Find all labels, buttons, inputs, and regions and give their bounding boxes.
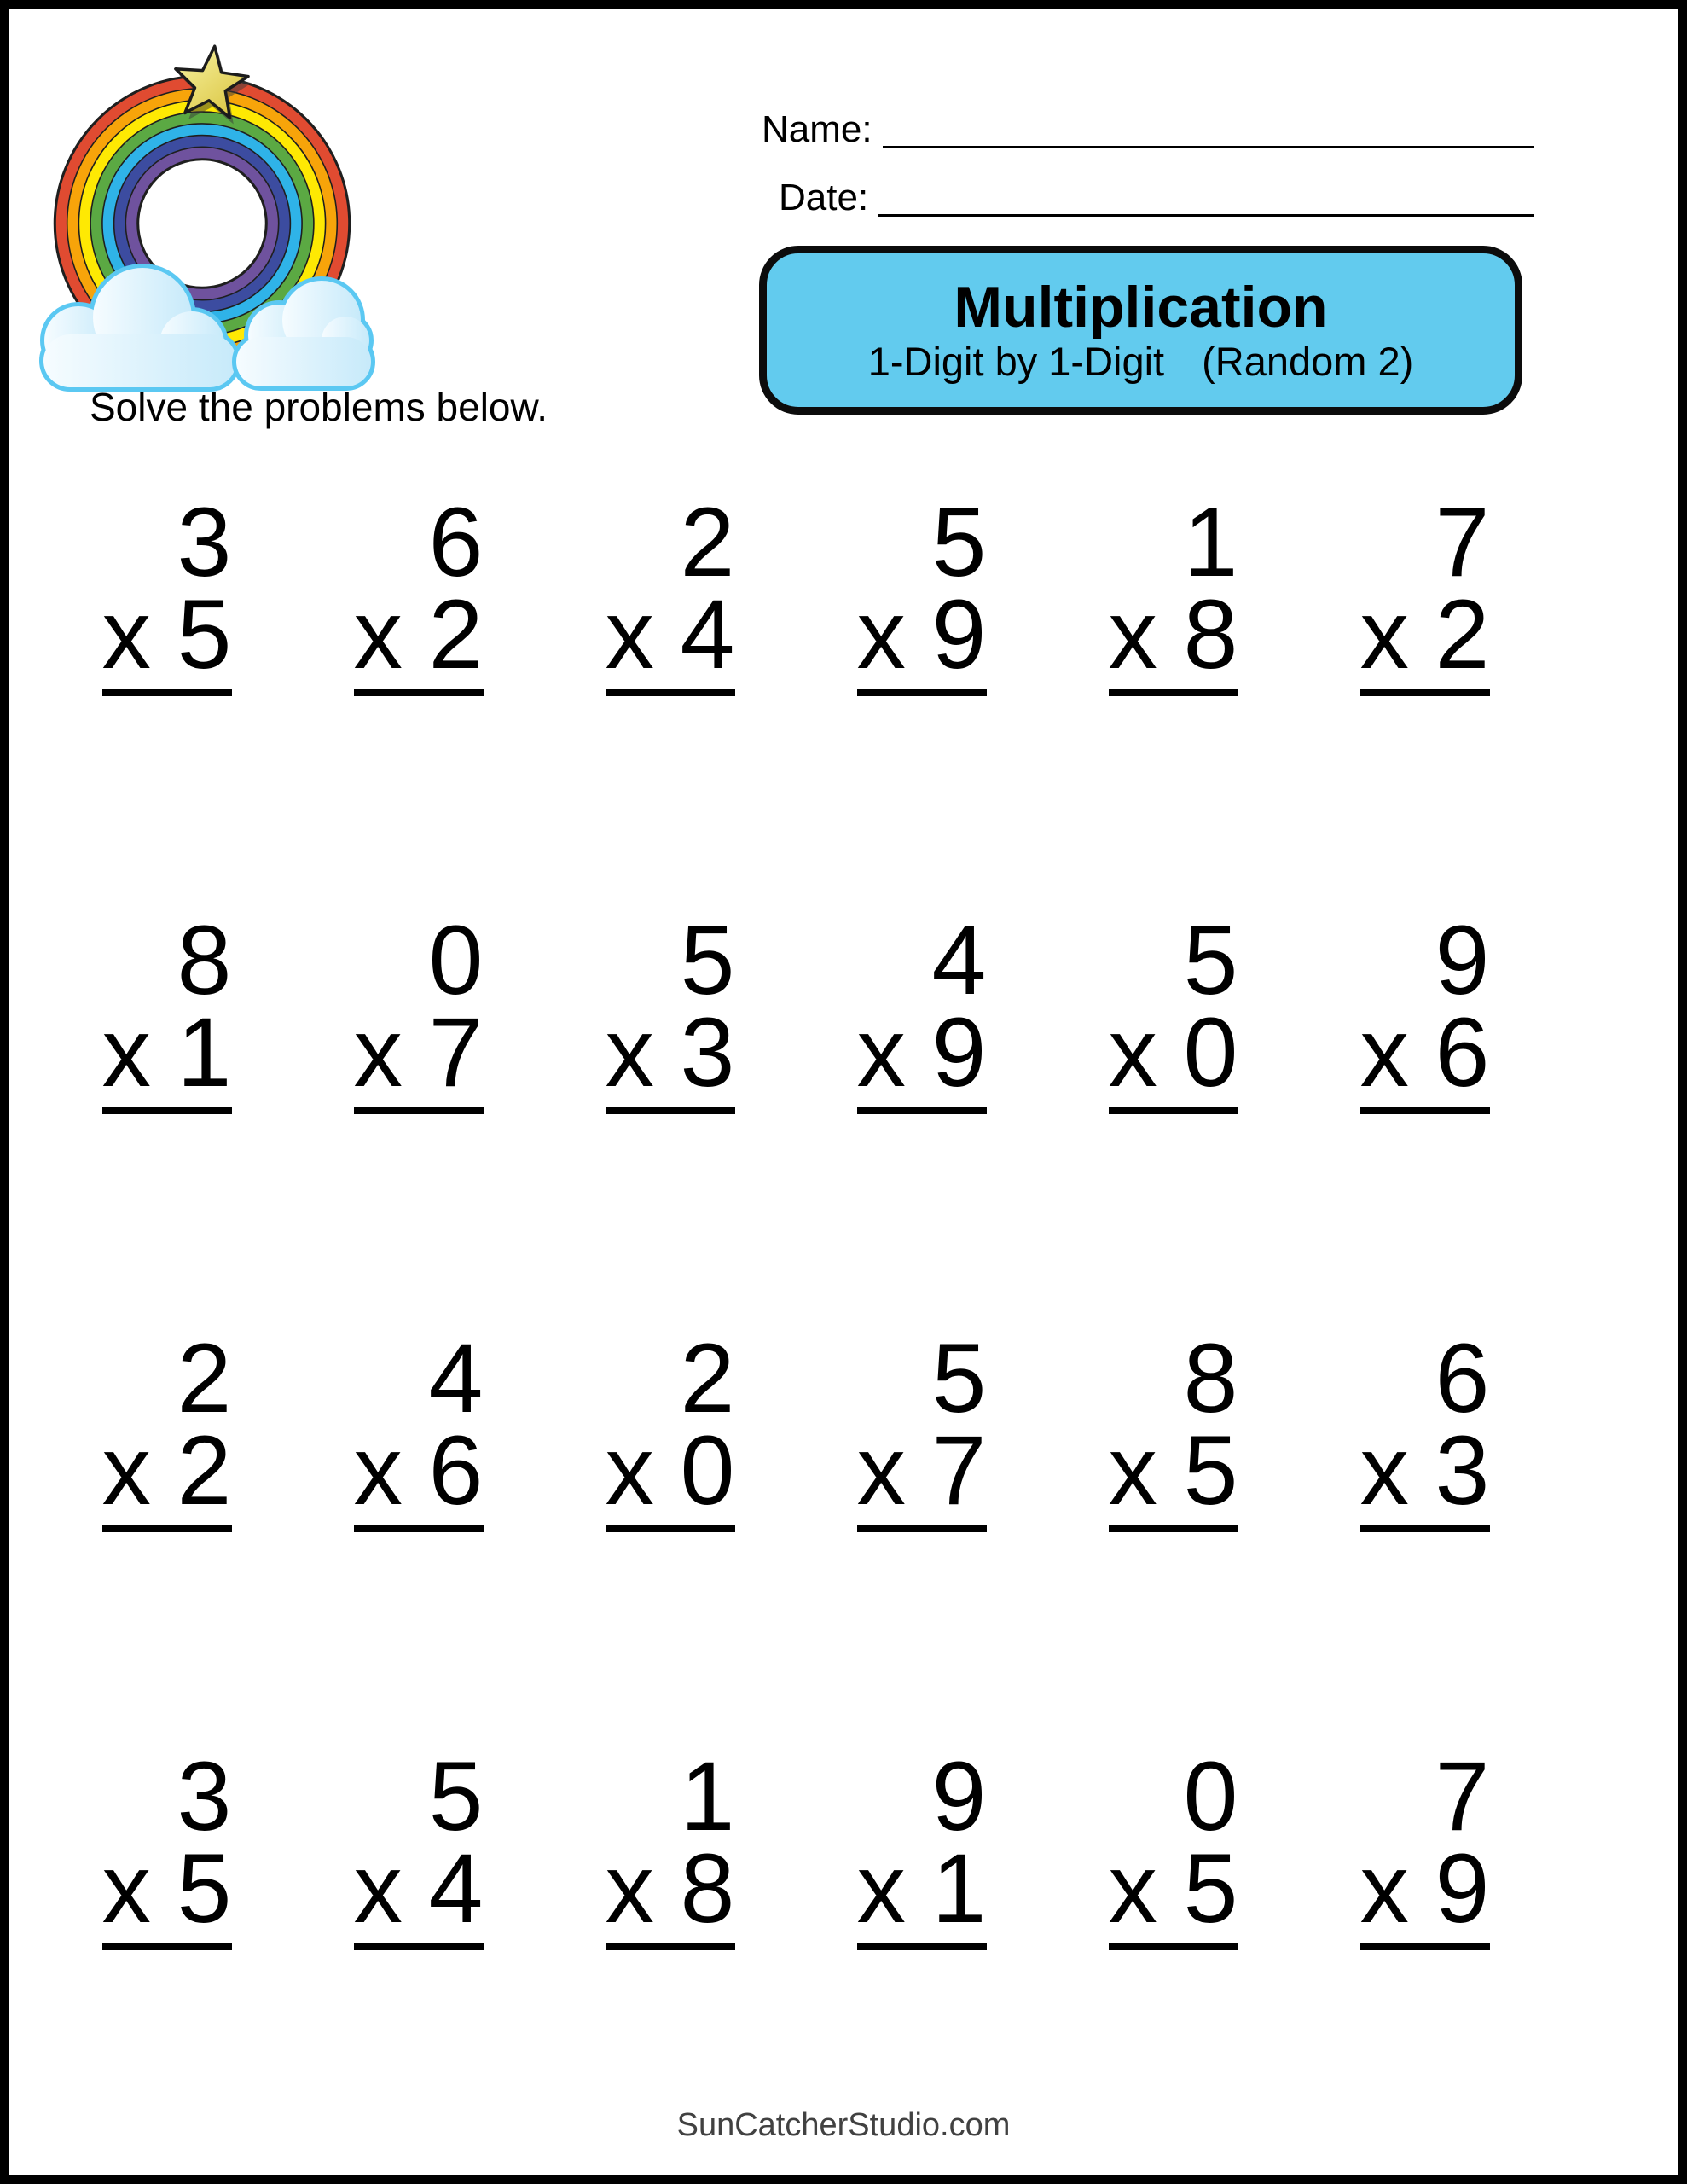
problem-cell (796, 1324, 1047, 1751)
multiplier: 0 (680, 1416, 735, 1525)
multiply-operator: x (353, 1834, 403, 1943)
multiplier-row (856, 580, 987, 696)
problem-cell (41, 906, 293, 1333)
multiplicand: 5 (680, 906, 735, 1015)
problem-cell (1299, 1742, 1551, 2169)
multiply-operator: x (605, 1416, 654, 1525)
multiplier: 9 (1435, 1834, 1490, 1943)
multiply-operator: x (353, 998, 403, 1107)
multiplication-problem (1108, 488, 1238, 696)
multiplier-row (101, 580, 232, 696)
multiplicand: 3 (177, 1742, 232, 1851)
multiplication-problem (605, 1324, 735, 1532)
multiplier: 2 (177, 1416, 232, 1525)
multiplier-row (856, 998, 987, 1114)
multiplier-row (856, 1834, 987, 1950)
multiply-operator: x (353, 1416, 403, 1525)
multiply-operator: x (856, 1834, 906, 1943)
multiply-operator: x (1108, 998, 1157, 1107)
multiply-operator: x (101, 998, 151, 1107)
title-box (759, 246, 1522, 415)
multiplicand: 0 (1183, 1742, 1238, 1851)
multiplicand: 5 (931, 1324, 987, 1433)
multiplication-problem (353, 1324, 484, 1532)
multiplication-problem (1108, 1742, 1238, 1950)
multiplier-row (101, 1416, 232, 1532)
multiplier: 5 (177, 580, 232, 689)
multiplication-problem (605, 906, 735, 1114)
multiplier: 5 (1183, 1834, 1238, 1943)
multiplier-row (605, 1416, 735, 1532)
multiplicand: 3 (177, 488, 232, 597)
multiplier-row (353, 998, 484, 1114)
multiplier-row (101, 998, 232, 1114)
worksheet-title: Multiplication (954, 274, 1328, 340)
subtitle-text: 1-Digit by 1-Digit (867, 339, 1165, 384)
multiplication-problem (101, 488, 232, 696)
instruction-text: Solve the problems below. (90, 385, 548, 429)
multiplier: 6 (1435, 998, 1490, 1107)
multiplication-problem (856, 1324, 987, 1532)
multiplier: 9 (931, 580, 987, 689)
multiplier-row (1359, 1834, 1490, 1950)
multiplication-problem (856, 906, 987, 1114)
problem-cell (1047, 1742, 1299, 2169)
date-label: Date: (779, 177, 869, 218)
problem-cell (41, 488, 293, 915)
multiplier-row (1359, 1416, 1490, 1532)
multiply-operator: x (856, 998, 906, 1107)
multiplicand: 5 (931, 488, 987, 597)
multiplier-row (1108, 1416, 1238, 1532)
name-field (762, 102, 1534, 148)
multiply-operator: x (1359, 998, 1409, 1107)
rainbow-graphic (32, 40, 381, 398)
multiplier: 6 (428, 1416, 484, 1525)
multiply-operator: x (101, 1834, 151, 1943)
date-field (779, 171, 1534, 217)
multiplier-row (1108, 998, 1238, 1114)
multiplicand: 1 (1183, 488, 1238, 597)
multiplier-row (605, 1834, 735, 1950)
multiply-operator: x (1108, 1416, 1157, 1525)
subtitle-note: (Random 2) (1202, 339, 1414, 384)
multiplicand: 4 (428, 1324, 484, 1433)
problem-cell (544, 488, 796, 915)
multiplier: 1 (931, 1834, 987, 1943)
multiplier-row (1108, 1834, 1238, 1950)
footer-website: SunCatcherStudio.com (676, 2107, 1011, 2143)
multiplier: 3 (680, 998, 735, 1107)
multiplicand: 9 (1435, 906, 1490, 1015)
date-blank-line (878, 206, 1534, 217)
multiply-operator: x (856, 1416, 906, 1525)
problem-cell (1299, 488, 1551, 915)
multiplication-problem (605, 1742, 735, 1950)
multiplicand: 7 (1435, 488, 1490, 597)
multiplication-problem (1359, 1742, 1490, 1950)
multiplier: 8 (1183, 580, 1238, 689)
problem-cell (41, 1324, 293, 1751)
multiplier: 5 (177, 1834, 232, 1943)
multiplier-row (1359, 998, 1490, 1114)
multiplicand: 7 (1435, 1742, 1490, 1851)
multiplicand: 6 (428, 488, 484, 597)
multiplication-problem (101, 1324, 232, 1532)
multiplication-problem (1108, 1324, 1238, 1532)
multiplier-row (1359, 580, 1490, 696)
multiplier: 9 (931, 998, 987, 1107)
multiplication-problem (1359, 906, 1490, 1114)
problem-cell (544, 1742, 796, 2169)
multiplication-problem (101, 1742, 232, 1950)
multiplier: 2 (428, 580, 484, 689)
multiplier: 1 (177, 998, 232, 1107)
multiplication-problem (1108, 906, 1238, 1114)
name-blank-line (883, 137, 1534, 148)
multiplication-problem (1359, 1324, 1490, 1532)
multiply-operator: x (605, 580, 654, 689)
multiply-operator: x (353, 580, 403, 689)
multiplication-problem (1359, 488, 1490, 696)
multiplication-problem (353, 488, 484, 696)
multiplier-row (605, 998, 735, 1114)
multiplicand: 8 (1183, 1324, 1238, 1433)
multiplicand: 4 (931, 906, 987, 1015)
problem-cell (41, 1742, 293, 2169)
multiplicand: 8 (177, 906, 232, 1015)
multiplier-row (1108, 580, 1238, 696)
multiplication-problem (856, 488, 987, 696)
problem-cell (544, 1324, 796, 1751)
problem-cell (1299, 906, 1551, 1333)
multiplier: 5 (1183, 1416, 1238, 1525)
multiplicand: 2 (680, 488, 735, 597)
multiplicand: 6 (1435, 1324, 1490, 1433)
multiplication-problem (856, 1742, 987, 1950)
multiplier-row (101, 1834, 232, 1950)
multiply-operator: x (1359, 580, 1409, 689)
multiply-operator: x (1108, 580, 1157, 689)
multiplier: 7 (428, 998, 484, 1107)
problem-cell (1299, 1324, 1551, 1751)
problem-cell (293, 906, 544, 1333)
problem-cell (1047, 488, 1299, 915)
problems-grid (41, 488, 1551, 2169)
name-label: Name: (762, 108, 872, 150)
problem-cell (1047, 906, 1299, 1333)
problem-cell (293, 1742, 544, 2169)
multiplicand: 5 (1183, 906, 1238, 1015)
worksheet-subtitle (868, 340, 1414, 382)
multiplicand: 0 (428, 906, 484, 1015)
multiplier: 4 (428, 1834, 484, 1943)
multiplier-row (353, 1416, 484, 1532)
multiplier-row (353, 1834, 484, 1950)
multiply-operator: x (1108, 1834, 1157, 1943)
problem-cell (1047, 1324, 1299, 1751)
multiplication-problem (353, 906, 484, 1114)
multiplication-problem (353, 1742, 484, 1950)
multiply-operator: x (1359, 1416, 1409, 1525)
multiplicand: 5 (428, 1742, 484, 1851)
multiplicand: 1 (680, 1742, 735, 1851)
problem-cell (293, 1324, 544, 1751)
multiply-operator: x (605, 1834, 654, 1943)
problem-cell (544, 906, 796, 1333)
multiplication-problem (101, 906, 232, 1114)
multiplier-row (605, 580, 735, 696)
multiply-operator: x (1359, 1834, 1409, 1943)
multiply-operator: x (101, 580, 151, 689)
multiplicand: 2 (177, 1324, 232, 1433)
multiply-operator: x (605, 998, 654, 1107)
multiply-operator: x (856, 580, 906, 689)
multiplier: 2 (1435, 580, 1490, 689)
multiplier: 8 (680, 1834, 735, 1943)
problem-cell (293, 488, 544, 915)
multiplier-row (353, 580, 484, 696)
multiplication-problem (605, 488, 735, 696)
multiplicand: 9 (931, 1742, 987, 1851)
multiplicand: 2 (680, 1324, 735, 1433)
problem-cell (796, 1742, 1047, 2169)
problem-cell (796, 906, 1047, 1333)
multiplier: 3 (1435, 1416, 1490, 1525)
problem-cell (796, 488, 1047, 915)
multiplier: 4 (680, 580, 735, 689)
multiplier-row (856, 1416, 987, 1532)
multiply-operator: x (101, 1416, 151, 1525)
multiplier: 7 (931, 1416, 987, 1525)
multiplier: 0 (1183, 998, 1238, 1107)
